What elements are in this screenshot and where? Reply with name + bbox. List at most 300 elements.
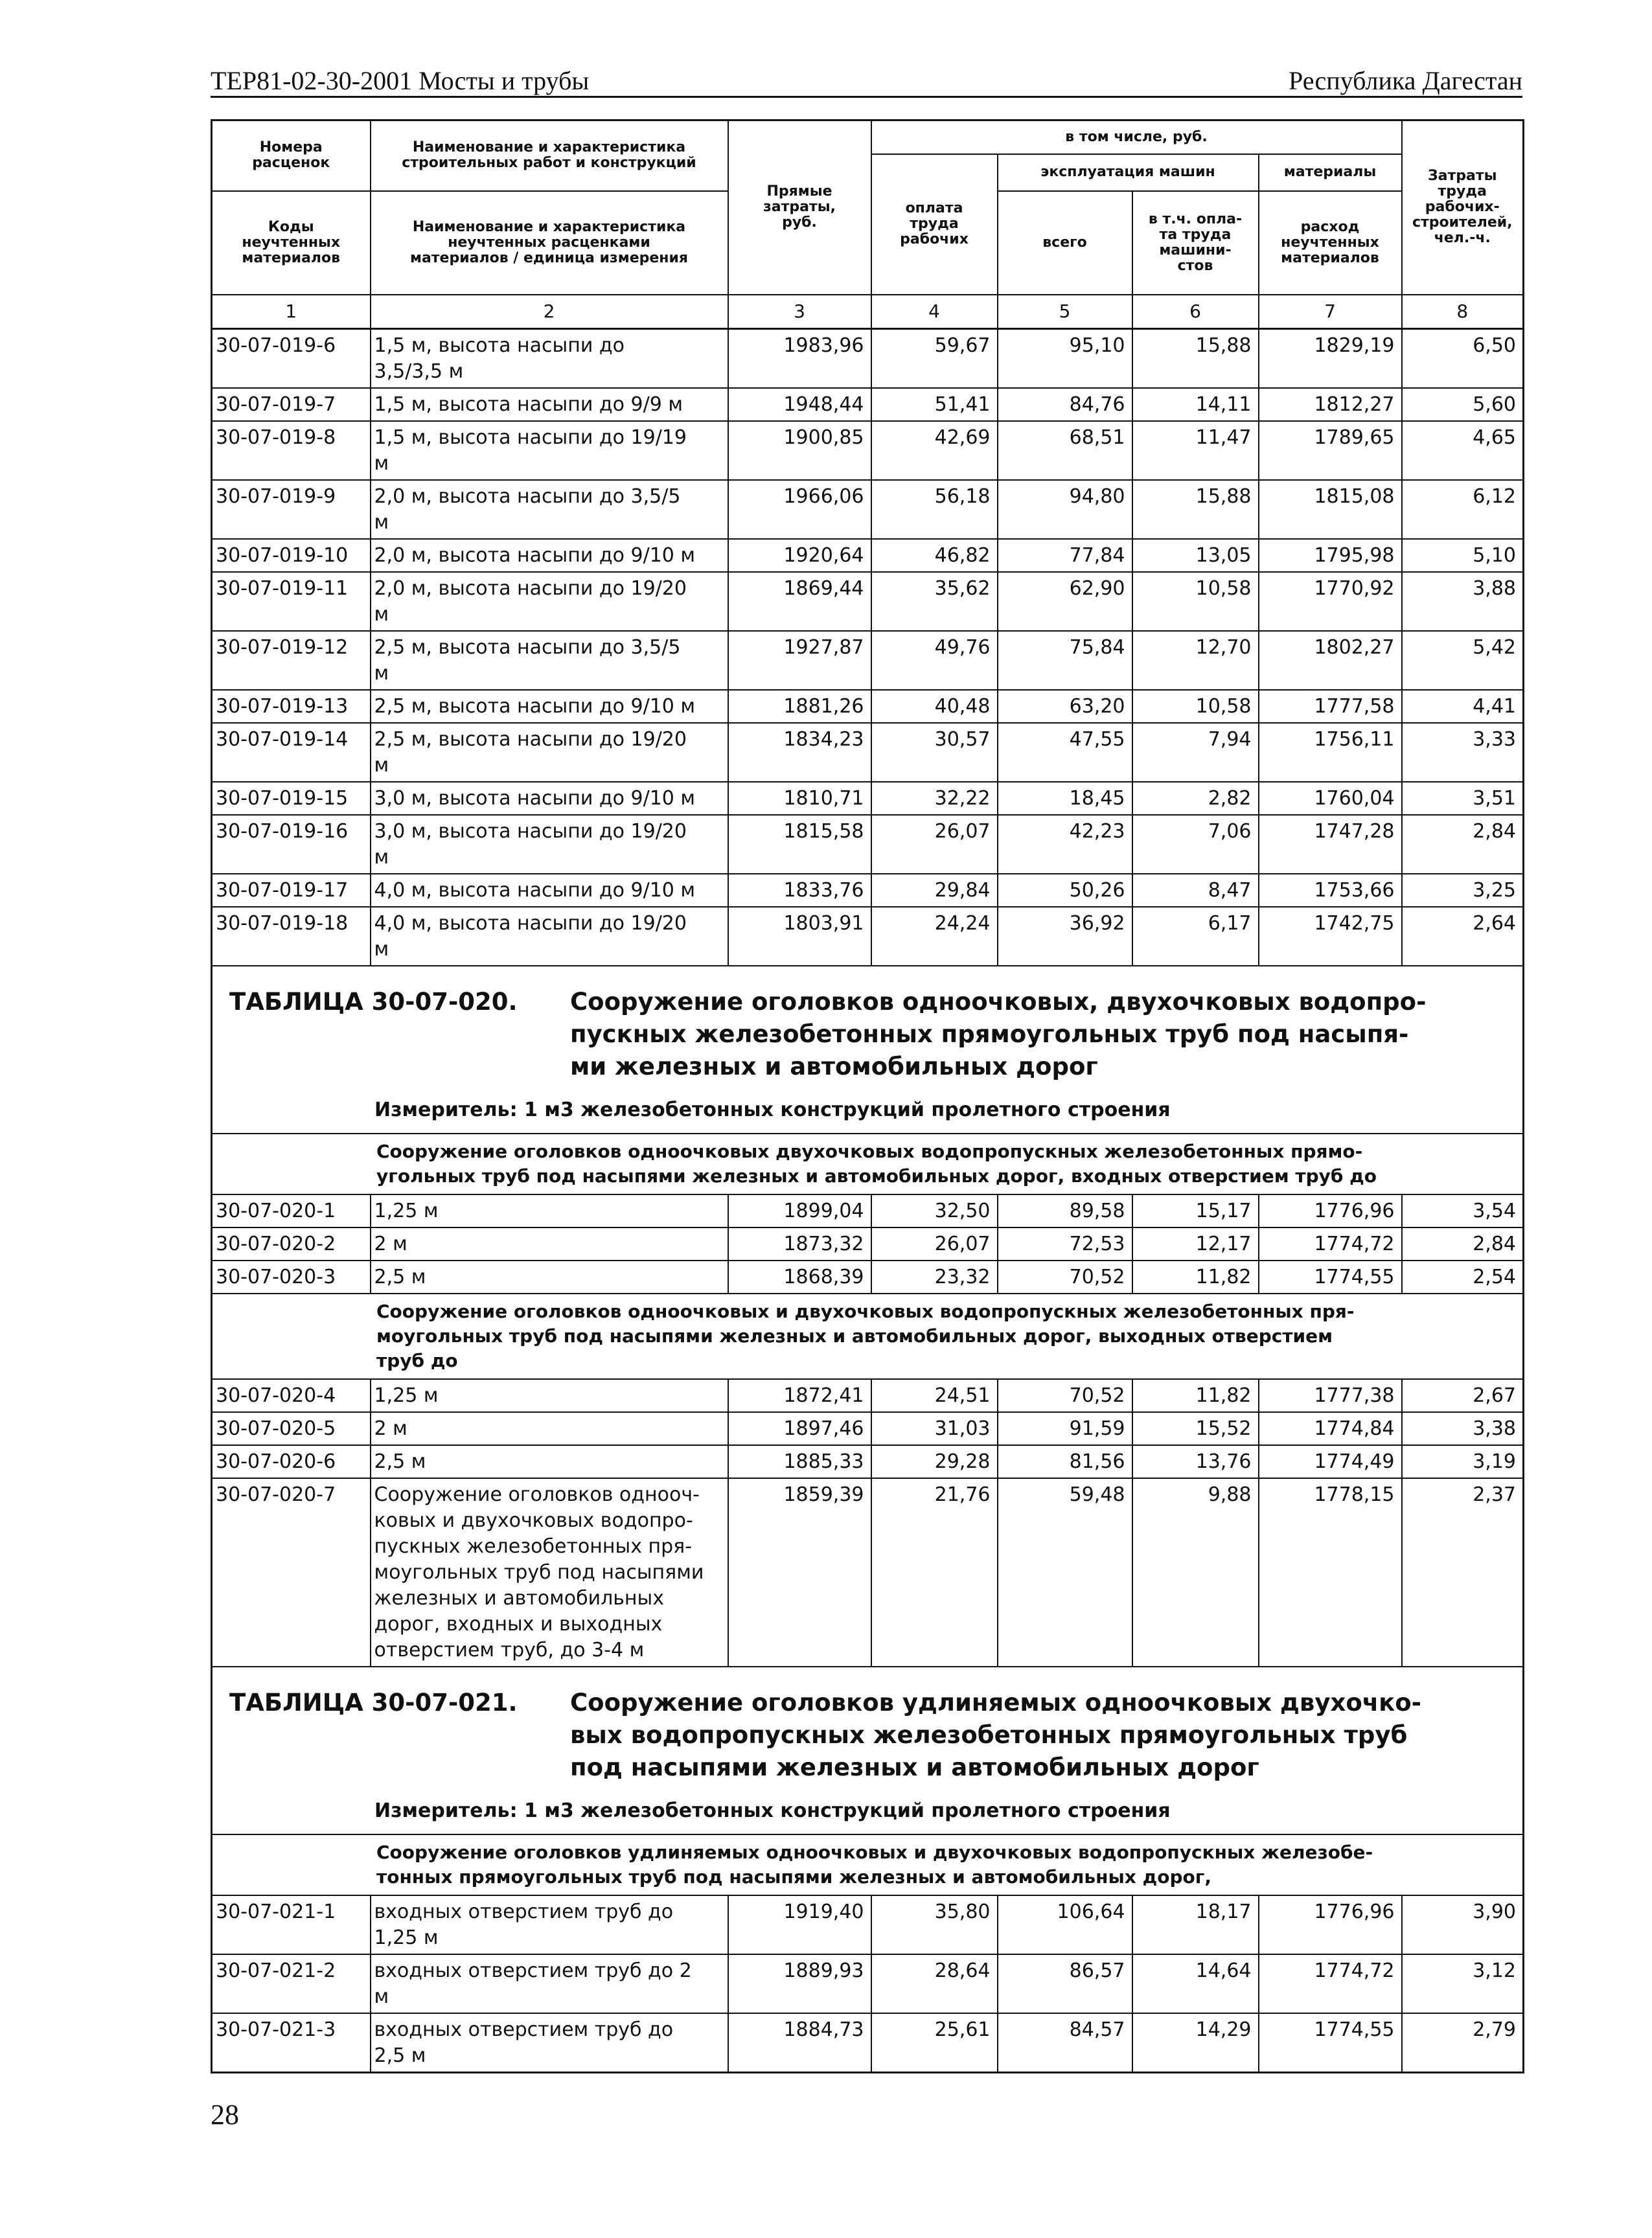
text-line: пускных железобетонных прямоугольных труб под насыпя- (570, 1020, 1409, 1048)
rate-description (371, 421, 728, 480)
rate-code: 30-07-020-5 (212, 1412, 371, 1445)
value-direct: 1834,23 (728, 723, 871, 782)
value-machinists: 11,82 (1132, 1261, 1259, 1294)
text-line: железных и автомобильных (374, 1586, 664, 1610)
text-line: ми железных и автомобильных дорог (570, 1052, 1098, 1080)
value-labor: 3,33 (1402, 723, 1524, 782)
table-row (212, 1954, 1524, 2013)
value-materials: 1776,96 (1259, 1895, 1402, 1954)
rate-description: 2,5 м, высота насыпи до 9/10 м (371, 690, 728, 723)
value-machinists: 11,47 (1132, 421, 1259, 480)
value-machines: 75,84 (998, 631, 1132, 690)
value-materials: 1747,28 (1259, 815, 1402, 874)
value-materials: 1829,19 (1259, 328, 1402, 388)
text-line: входных отверстием труб до (374, 1900, 674, 1923)
value-direct: 1810,71 (728, 782, 871, 815)
table-row (212, 480, 1524, 539)
section-measure-unit: Измеритель: 1 м3 железобетонных конструкций пролетного строения (374, 1799, 1171, 1822)
rate-description: 2 м (371, 1227, 728, 1261)
text-line: моугольных труб под насыпями (374, 1560, 704, 1584)
section-number: ТАБЛИЦА 30-07-021. (229, 1688, 518, 1717)
table-row (212, 1895, 1524, 1954)
value-materials: 1770,92 (1259, 572, 1402, 631)
value-machines: 81,56 (998, 1445, 1132, 1478)
value-materials: 1742,75 (1259, 907, 1402, 966)
rate-description (371, 723, 728, 782)
value-labor: 3,19 (1402, 1445, 1524, 1478)
rate-code: 30-07-019-17 (212, 874, 371, 907)
table-section-title (212, 966, 1524, 1134)
rate-code: 30-07-021-3 (212, 2013, 371, 2073)
value-direct: 1889,93 (728, 1954, 871, 2013)
text-line: оплата (905, 201, 963, 216)
column-number: 5 (998, 295, 1132, 329)
text-line: 1,25 м (374, 1926, 439, 1949)
rates-table (211, 119, 1524, 2073)
value-machines: 72,53 (998, 1227, 1132, 1261)
text-line: та труда (1159, 227, 1232, 243)
value-wages: 31,03 (871, 1412, 998, 1445)
header-including: в том числе, руб. (871, 120, 1402, 154)
value-direct: 1885,33 (728, 1445, 871, 1478)
rate-description: 1,25 м (371, 1379, 728, 1412)
rate-description: 1,5 м, высота насыпи до 9/9 м (371, 388, 728, 421)
value-direct: 1897,46 (728, 1412, 871, 1445)
value-materials: 1778,15 (1259, 1478, 1402, 1667)
header-work-name (371, 120, 728, 191)
header-machine-operation: эксплуатация машин (998, 154, 1259, 191)
text-line: рабочих- (1425, 200, 1500, 216)
value-wages: 40,48 (871, 690, 998, 723)
value-wages: 29,84 (871, 874, 998, 907)
value-materials: 1789,65 (1259, 421, 1402, 480)
value-machinists: 15,17 (1132, 1194, 1259, 1227)
rate-code: 30-07-019-11 (212, 572, 371, 631)
table-section-title-row (212, 1667, 1524, 1834)
value-labor: 5,42 (1402, 631, 1524, 690)
value-machines: 59,48 (998, 1478, 1132, 1667)
rate-description (371, 1478, 728, 1667)
table-section-title-row (212, 966, 1524, 1134)
rate-code: 30-07-019-12 (212, 631, 371, 690)
value-direct: 1927,87 (728, 631, 871, 690)
value-machines: 84,76 (998, 388, 1132, 421)
value-wages: 25,61 (871, 2013, 998, 2073)
value-wages: 32,50 (871, 1194, 998, 1227)
value-machines: 86,57 (998, 1954, 1132, 2013)
table-row (212, 874, 1524, 907)
value-labor: 2,54 (1402, 1261, 1524, 1294)
section-heading (229, 1687, 1516, 1784)
value-wages: 23,32 (871, 1261, 998, 1294)
text-line: Сооружение оголовков удлиняемых одноочковых и двухочковых водопропускных железобе- (376, 1841, 1373, 1863)
value-machinists: 6,17 (1132, 907, 1259, 966)
table-body (212, 328, 1524, 2072)
text-line: неучтенных (1281, 234, 1379, 251)
value-machines: 95,10 (998, 328, 1132, 388)
rate-description: 2,5 м (371, 1261, 728, 1294)
text-line: стов (1177, 258, 1213, 274)
text-line: 3,0 м, высота насыпи до 19/20 (374, 819, 687, 843)
text-line: пускных железобетонных пря- (374, 1535, 693, 1558)
value-wages: 35,80 (871, 1895, 998, 1954)
text-line: материалов (242, 250, 341, 266)
text-line: м (374, 937, 389, 961)
text-line: вых водопропускных железобетонных прямоугольных труб (570, 1720, 1408, 1749)
value-wages: 59,67 (871, 328, 998, 388)
column-number: 4 (871, 295, 998, 329)
text-line: материалов / единица измерения (409, 250, 689, 266)
text-line: Сооружение оголовков одноочковых, двухочковых водопро- (570, 987, 1427, 1016)
value-materials: 1815,08 (1259, 480, 1402, 539)
header-row-1 (212, 120, 1524, 154)
text-line: 4,0 м, высота насыпи до 19/20 (374, 911, 687, 935)
value-labor: 6,12 (1402, 480, 1524, 539)
header-material-codes (212, 191, 371, 295)
text-line: рабочих (900, 232, 969, 247)
value-direct: 1900,85 (728, 421, 871, 480)
rate-code: 30-07-019-10 (212, 539, 371, 572)
value-labor: 3,88 (1402, 572, 1524, 631)
value-machinists: 12,70 (1132, 631, 1259, 690)
value-machinists: 15,88 (1132, 328, 1259, 388)
value-direct: 1872,41 (728, 1379, 871, 1412)
value-machinists: 11,82 (1132, 1379, 1259, 1412)
value-wages: 30,57 (871, 723, 998, 782)
value-direct: 1803,91 (728, 907, 871, 966)
text-line: м (374, 661, 389, 685)
rate-code: 30-07-019-14 (212, 723, 371, 782)
value-wages: 24,24 (871, 907, 998, 966)
text-line: Номера (259, 140, 323, 156)
value-machinists: 13,05 (1132, 539, 1259, 572)
rate-code: 30-07-020-1 (212, 1194, 371, 1227)
text-line: Прямые (766, 184, 832, 200)
value-labor: 2,67 (1402, 1379, 1524, 1412)
value-machines: 84,57 (998, 2013, 1132, 2073)
rate-description (371, 1954, 728, 2013)
header-machinists-wages (1132, 191, 1259, 295)
value-labor: 6,50 (1402, 328, 1524, 388)
table-row (212, 388, 1524, 421)
table-row (212, 1227, 1524, 1261)
rate-description (371, 1895, 728, 1954)
value-labor: 4,65 (1402, 421, 1524, 480)
value-labor: 4,41 (1402, 690, 1524, 723)
rate-code: 30-07-019-18 (212, 907, 371, 966)
rate-code: 30-07-021-1 (212, 1895, 371, 1954)
value-machinists: 12,17 (1132, 1227, 1259, 1261)
text-line: 1,5 м, высота насыпи до 19/19 (374, 426, 687, 449)
text-line: материалов (1281, 250, 1379, 266)
value-wages: 51,41 (871, 388, 998, 421)
value-machinists: 8,47 (1132, 874, 1259, 907)
value-materials: 1774,55 (1259, 2013, 1402, 2073)
table-subheading (212, 1294, 1524, 1379)
rate-code: 30-07-019-6 (212, 328, 371, 388)
table-row (212, 1261, 1524, 1294)
value-materials: 1795,98 (1259, 539, 1402, 572)
value-labor: 3,90 (1402, 1895, 1524, 1954)
column-number: 2 (371, 295, 728, 329)
header-material-name (371, 191, 728, 295)
value-labor: 3,38 (1402, 1412, 1524, 1445)
rate-description (371, 907, 728, 966)
value-labor: 3,25 (1402, 874, 1524, 907)
value-wages: 26,07 (871, 815, 998, 874)
section-name (570, 1687, 1421, 1784)
rate-code: 30-07-020-4 (212, 1379, 371, 1412)
rate-code: 30-07-020-7 (212, 1478, 371, 1667)
value-machines: 70,52 (998, 1379, 1132, 1412)
value-materials: 1777,58 (1259, 690, 1402, 723)
value-wages: 42,69 (871, 421, 998, 480)
text-line: Сооружение оголовков одноочковых двухочковых водопропускных железобетонных прямо- (376, 1140, 1363, 1162)
value-machinists: 10,58 (1132, 572, 1259, 631)
value-machines: 18,45 (998, 782, 1132, 815)
header-direct-costs (728, 120, 871, 295)
value-materials: 1802,27 (1259, 631, 1402, 690)
text-line: расценок (252, 155, 330, 172)
table-row (212, 1194, 1524, 1227)
value-machines: 42,23 (998, 815, 1132, 874)
table-header (212, 120, 1524, 329)
rate-code: 30-07-020-2 (212, 1227, 371, 1261)
value-materials: 1774,49 (1259, 1445, 1402, 1478)
value-wages: 35,62 (871, 572, 998, 631)
text-line: входных отверстием труб до (374, 2018, 674, 2041)
table-row (212, 539, 1524, 572)
table-row (212, 1379, 1524, 1412)
text-line: машини- (1159, 242, 1232, 258)
value-wages: 32,22 (871, 782, 998, 815)
value-direct: 1859,39 (728, 1478, 871, 1667)
text-line: Сооружение оголовков однооч- (374, 1483, 700, 1506)
rate-description: 4,0 м, высота насыпи до 9/10 м (371, 874, 728, 907)
value-materials: 1776,96 (1259, 1194, 1402, 1227)
value-wages: 26,07 (871, 1227, 998, 1261)
value-machinists: 7,06 (1132, 815, 1259, 874)
text-line: строительных работ и конструкций (402, 155, 696, 172)
header-materials-use (1259, 191, 1402, 295)
value-direct: 1868,39 (728, 1261, 871, 1294)
rate-description (371, 2013, 728, 2073)
text-line: м (374, 1985, 389, 2008)
rate-code: 30-07-021-2 (212, 1954, 371, 2013)
value-materials: 1774,72 (1259, 1954, 1402, 2013)
value-machinists: 14,11 (1132, 388, 1259, 421)
section-measure-unit: Измеритель: 1 м3 железобетонных конструкций пролетного строения (374, 1098, 1171, 1121)
text-line: 2,5 м, высота насыпи до 19/20 (374, 727, 687, 751)
rate-code: 30-07-020-3 (212, 1261, 371, 1294)
text-line: неучтенных расценками (448, 234, 650, 251)
table-row (212, 572, 1524, 631)
table-row (212, 2013, 1524, 2073)
text-line: труда (910, 216, 959, 232)
text-line: Затраты (1428, 168, 1497, 185)
value-machines: 77,84 (998, 539, 1132, 572)
value-labor: 3,54 (1402, 1194, 1524, 1227)
column-number: 1 (212, 295, 371, 329)
text-line: Сооружение оголовков одноочковых и двухочковых водопропускных железобетонных пря- (376, 1300, 1355, 1322)
value-direct: 1919,40 (728, 1895, 871, 1954)
value-machines: 94,80 (998, 480, 1132, 539)
column-number: 7 (1259, 295, 1402, 329)
column-number: 3 (728, 295, 871, 329)
value-wages: 28,64 (871, 1954, 998, 2013)
header-materials: материалы (1259, 154, 1402, 191)
value-direct: 1899,04 (728, 1194, 871, 1227)
rate-code: 30-07-019-13 (212, 690, 371, 723)
value-machines: 63,20 (998, 690, 1132, 723)
rate-code: 30-07-019-15 (212, 782, 371, 815)
text-line: под насыпями железных и автомобильных дорог (570, 1753, 1259, 1781)
table-row (212, 1478, 1524, 1667)
rate-description: 2,5 м (371, 1445, 728, 1478)
text-line: 3,5/3,5 м (374, 360, 464, 383)
value-wages: 46,82 (871, 539, 998, 572)
value-labor: 3,51 (1402, 782, 1524, 815)
text-line: м (374, 451, 389, 475)
value-direct: 1983,96 (728, 328, 871, 388)
text-line: отверстием труб, до 3-4 м (374, 1638, 645, 1661)
value-machinists: 15,52 (1132, 1412, 1259, 1445)
rate-code: 30-07-019-7 (212, 388, 371, 421)
value-wages: 21,76 (871, 1478, 998, 1667)
value-machinists: 10,58 (1132, 690, 1259, 723)
value-direct: 1833,76 (728, 874, 871, 907)
value-machines: 36,92 (998, 907, 1132, 966)
page-header (211, 63, 1522, 98)
rate-description: 2 м (371, 1412, 728, 1445)
value-labor: 2,79 (1402, 2013, 1524, 2073)
rate-description (371, 480, 728, 539)
value-machinists: 14,64 (1132, 1954, 1259, 2013)
table-subheading (212, 1834, 1524, 1895)
rate-code: 30-07-019-9 (212, 480, 371, 539)
value-labor: 2,37 (1402, 1478, 1524, 1667)
region-name: Республика Дагестан (1289, 66, 1522, 95)
value-machinists: 2,82 (1132, 782, 1259, 815)
text-line: моугольных труб под насыпями железных и автомобильных дорог, выходных отверстием (376, 1325, 1333, 1347)
text-line: м (374, 602, 389, 626)
table-row (212, 1445, 1524, 1478)
value-materials: 1774,55 (1259, 1261, 1402, 1294)
section-heading (229, 986, 1516, 1083)
value-materials: 1774,84 (1259, 1412, 1402, 1445)
table-row (212, 690, 1524, 723)
value-machinists: 9,88 (1132, 1478, 1259, 1667)
value-direct: 1884,73 (728, 2013, 871, 2073)
rate-description (371, 572, 728, 631)
value-machines: 70,52 (998, 1261, 1132, 1294)
value-machines: 68,51 (998, 421, 1132, 480)
rate-description: 3,0 м, высота насыпи до 9/10 м (371, 782, 728, 815)
value-wages: 49,76 (871, 631, 998, 690)
rate-description (371, 631, 728, 690)
text-line: 2,5 м, высота насыпи до 3,5/5 (374, 635, 681, 659)
value-machines: 89,58 (998, 1194, 1132, 1227)
value-materials: 1777,38 (1259, 1379, 1402, 1412)
text-line: Сооружение оголовков удлиняемых одноочковых двухочко- (570, 1688, 1422, 1717)
value-machinists: 13,76 (1132, 1445, 1259, 1478)
section-number: ТАБЛИЦА 30-07-020. (229, 987, 518, 1016)
text-line: Наименование и характеристика (412, 219, 686, 235)
table-row (212, 1412, 1524, 1445)
text-line: 2,5 м (374, 2044, 426, 2067)
value-direct: 1948,44 (728, 388, 871, 421)
table-row (212, 723, 1524, 782)
table-section-title (212, 1667, 1524, 1834)
rate-code: 30-07-019-16 (212, 815, 371, 874)
text-line: неучтенных (242, 234, 341, 251)
text-line: м (374, 753, 389, 777)
value-machines: 91,59 (998, 1412, 1132, 1445)
text-line: дорог, входных и выходных (374, 1612, 663, 1636)
text-line: 2,0 м, высота насыпи до 19/20 (374, 577, 687, 600)
rate-code: 30-07-019-8 (212, 421, 371, 480)
value-materials: 1812,27 (1259, 388, 1402, 421)
table-row (212, 815, 1524, 874)
rate-code: 30-07-020-6 (212, 1445, 371, 1478)
text-line: 2,0 м, высота насыпи до 3,5/5 (374, 485, 681, 508)
value-machines: 106,64 (998, 1895, 1132, 1954)
table-row (212, 782, 1524, 815)
text-line: строителей, (1412, 215, 1513, 231)
table-row (212, 907, 1524, 966)
header-rate-numbers (212, 120, 371, 191)
value-direct: 1815,58 (728, 815, 871, 874)
value-labor: 5,60 (1402, 388, 1524, 421)
page-number: 28 (211, 2099, 239, 2130)
value-labor: 5,10 (1402, 539, 1524, 572)
value-direct: 1966,06 (728, 480, 871, 539)
table-subheading-row (212, 1134, 1524, 1194)
table-row (212, 631, 1524, 690)
value-materials: 1756,11 (1259, 723, 1402, 782)
text-line: руб. (782, 215, 817, 231)
value-wages: 24,51 (871, 1379, 998, 1412)
text-line: Наименование и характеристика (412, 140, 686, 156)
section-name (570, 986, 1426, 1083)
text-line: м (374, 845, 389, 869)
table-subheading-row (212, 1294, 1524, 1379)
value-labor: 3,12 (1402, 1954, 1524, 2013)
column-number: 6 (1132, 295, 1259, 329)
text-line: затраты, (763, 200, 836, 216)
text-line: входных отверстием труб до 2 (374, 1959, 692, 1982)
value-materials: 1774,72 (1259, 1227, 1402, 1261)
document-code-title: ТЕР81-02-30-2001 Мосты и трубы (211, 66, 590, 95)
text-line: в т.ч. опла- (1148, 211, 1243, 227)
value-materials: 1760,04 (1259, 782, 1402, 815)
header-labor-costs (1402, 120, 1524, 295)
value-machinists: 14,29 (1132, 2013, 1259, 2073)
value-machines: 50,26 (998, 874, 1132, 907)
value-direct: 1873,32 (728, 1227, 871, 1261)
text-line: тонных прямоугольных труб под насыпями железных и автомобильных дорог, (376, 1866, 1211, 1888)
value-machinists: 18,17 (1132, 1895, 1259, 1954)
header-worker-wages (871, 154, 998, 295)
rate-description (371, 328, 728, 388)
rate-description: 1,25 м (371, 1194, 728, 1227)
text-line: угольных труб под насыпями железных и автомобильных дорог, входных отверстием труб до (376, 1165, 1377, 1187)
value-direct: 1869,44 (728, 572, 871, 631)
text-line: чел.-ч. (1434, 231, 1491, 247)
rate-description: 2,0 м, высота насыпи до 9/10 м (371, 539, 728, 572)
value-labor: 2,64 (1402, 907, 1524, 966)
table-subheading-row (212, 1834, 1524, 1895)
